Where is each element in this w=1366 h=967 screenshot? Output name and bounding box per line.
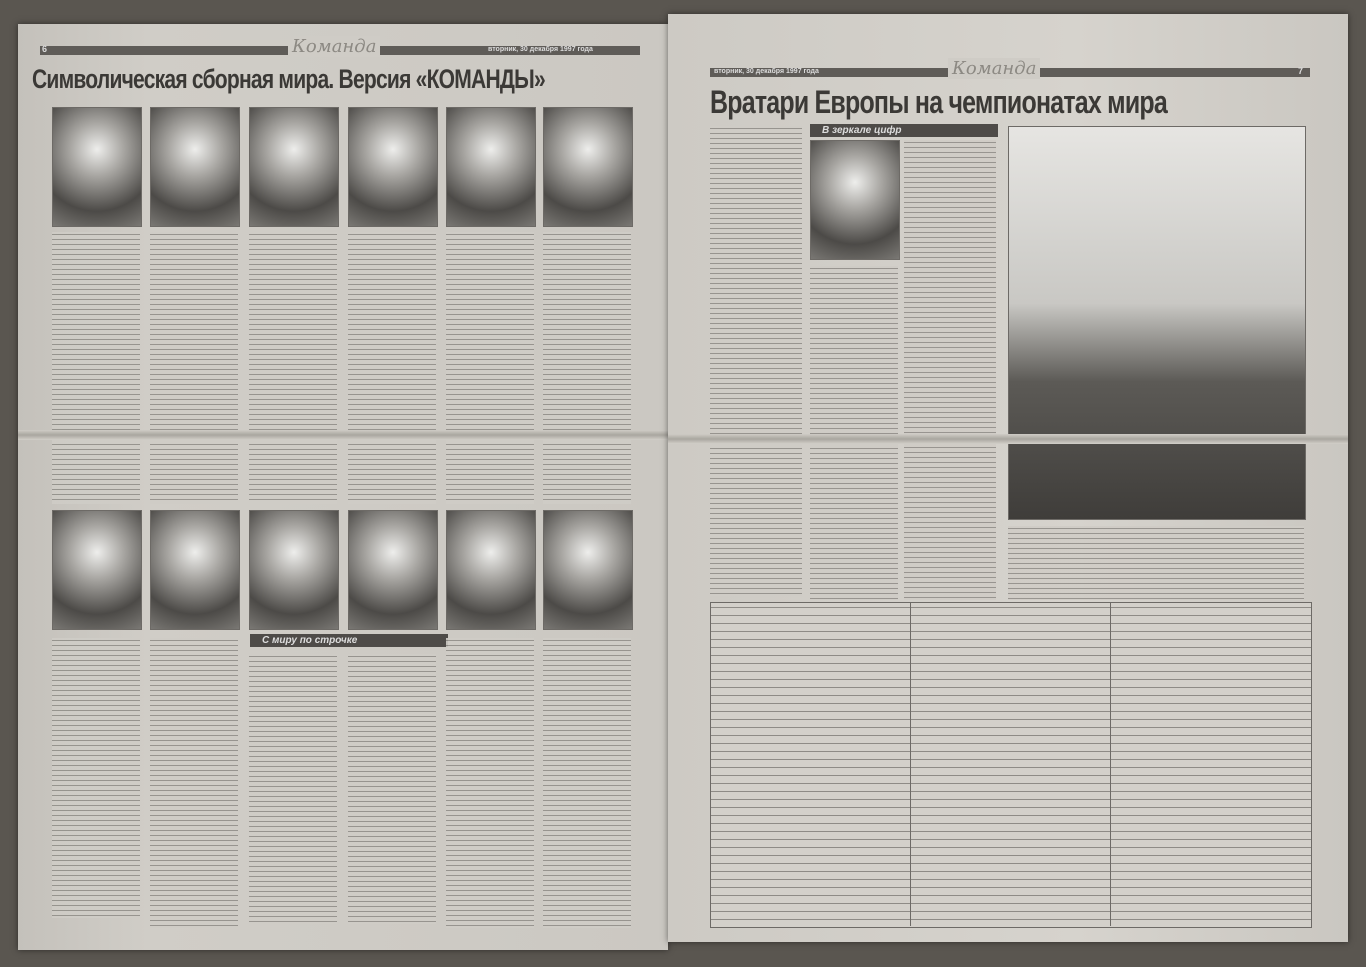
newspaper-logo: Команда [288, 36, 380, 57]
article-column [348, 654, 436, 924]
issue-date: вторник, 30 декабря 1997 года [714, 68, 819, 75]
article-column [543, 232, 631, 504]
page-number: 7 [1298, 66, 1304, 76]
goalkeepers-statistics-table [710, 602, 1312, 928]
page-headline: Символическая сборная мира. Версия «КОМАНДЫ» [32, 64, 545, 94]
issue-date: вторник, 30 декабря 1997 года [488, 46, 593, 53]
player-photo [52, 107, 142, 227]
player-photo [543, 107, 633, 227]
section-header: С миру по строчке [250, 634, 448, 647]
article-column [710, 126, 802, 596]
player-photo [348, 510, 438, 630]
newspaper-left-page [18, 24, 668, 950]
article-column [348, 232, 436, 504]
player-photo [446, 107, 536, 227]
page-number: 6 [42, 44, 48, 54]
table-column-divider [1110, 602, 1111, 926]
article-column [904, 140, 996, 600]
page-fold [18, 430, 668, 440]
article-column [150, 638, 238, 928]
article-column [543, 638, 631, 928]
player-photo [543, 510, 633, 630]
article-column [150, 232, 238, 504]
player-photo [150, 107, 240, 227]
player-photo [348, 107, 438, 227]
section-header: В зеркале цифр [810, 124, 998, 137]
player-photo [446, 510, 536, 630]
newspaper-logo: Команда [948, 58, 1040, 79]
player-photo [249, 510, 339, 630]
article-column [810, 266, 898, 600]
newspaper-right-page [668, 14, 1348, 942]
article-column [249, 232, 337, 504]
main-photo-farmer [1008, 126, 1306, 520]
article-column [52, 232, 140, 504]
article-column [446, 232, 534, 504]
article-column [52, 638, 140, 918]
article-column [446, 638, 534, 928]
article-column [249, 654, 337, 924]
player-photo [249, 107, 339, 227]
player-photo [52, 510, 142, 630]
goalkeeper-photo [810, 140, 900, 260]
page-headline: Вратари Европы на чемпионатах мира [710, 84, 1167, 120]
player-photo [150, 510, 240, 630]
page-fold [668, 434, 1348, 444]
table-column-divider [910, 602, 911, 926]
article-column [1008, 526, 1304, 600]
